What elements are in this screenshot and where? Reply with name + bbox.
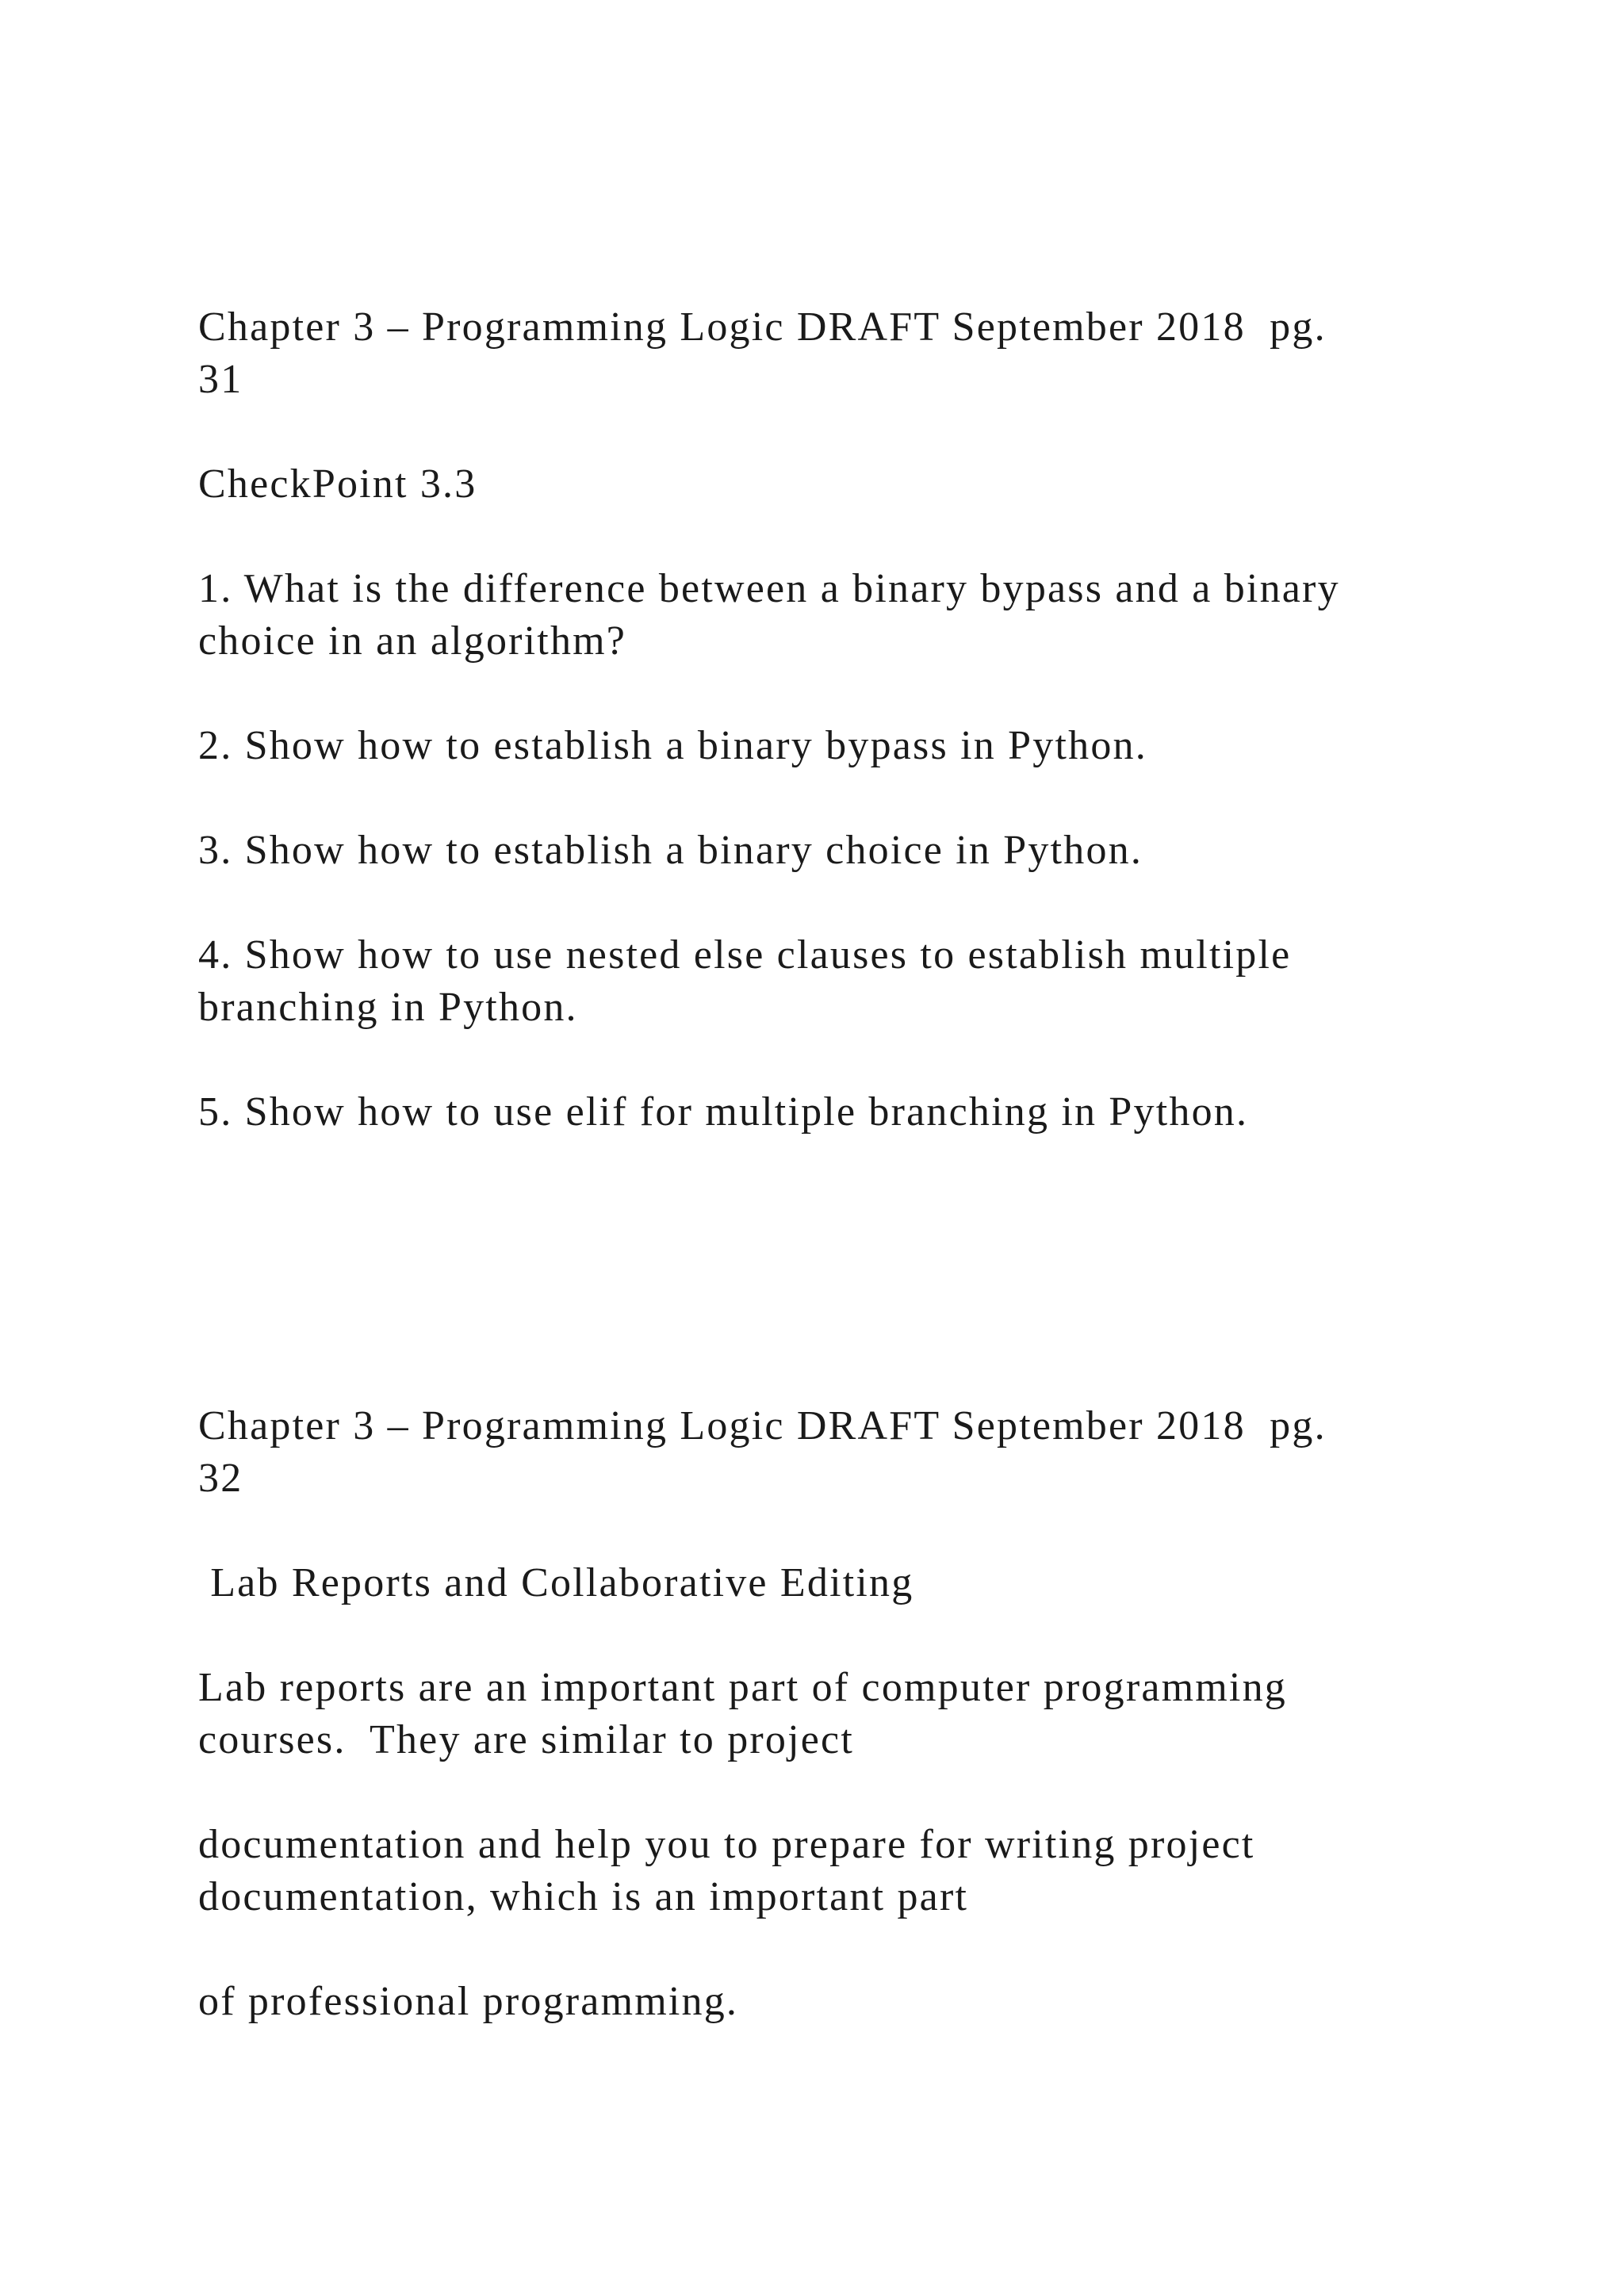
paragraph-1-line-2: courses. They are similar to project: [198, 1717, 854, 1762]
question-4-line-1: 4. Show how to use nested else clauses to establish multiple: [198, 932, 1292, 978]
question-5: 5. Show how to use elif for multiple branching in Python.: [198, 1089, 1249, 1135]
checkpoint-title: CheckPoint 3.3: [198, 461, 477, 507]
question-2: 2. Show how to establish a binary bypass in Python.: [198, 723, 1147, 768]
page-number-31: 31: [198, 357, 243, 402]
question-3: 3. Show how to establish a binary choice in Python.: [198, 828, 1143, 873]
page-number-32: 32: [198, 1456, 243, 1501]
paragraph-2-line-1: documentation and help you to prepare for writing project: [198, 1822, 1255, 1867]
question-1-line-1: 1. What is the difference between a binary bypass and a binary: [198, 566, 1340, 611]
paragraph-3: of professional programming.: [198, 1979, 739, 2024]
paragraph-2-line-2: documentation, which is an important part: [198, 1874, 969, 1919]
page-header-31: Chapter 3 – Programming Logic DRAFT September 2018 pg.: [198, 304, 1327, 350]
paragraph-1-line-1: Lab reports are an important part of computer programming: [198, 1665, 1287, 1710]
section-title: Lab Reports and Collaborative Editing: [198, 1560, 914, 1605]
question-1-line-2: choice in an algorithm?: [198, 618, 627, 664]
question-4-line-2: branching in Python.: [198, 985, 578, 1030]
page-header-32: Chapter 3 – Programming Logic DRAFT September 2018 pg.: [198, 1403, 1327, 1448]
